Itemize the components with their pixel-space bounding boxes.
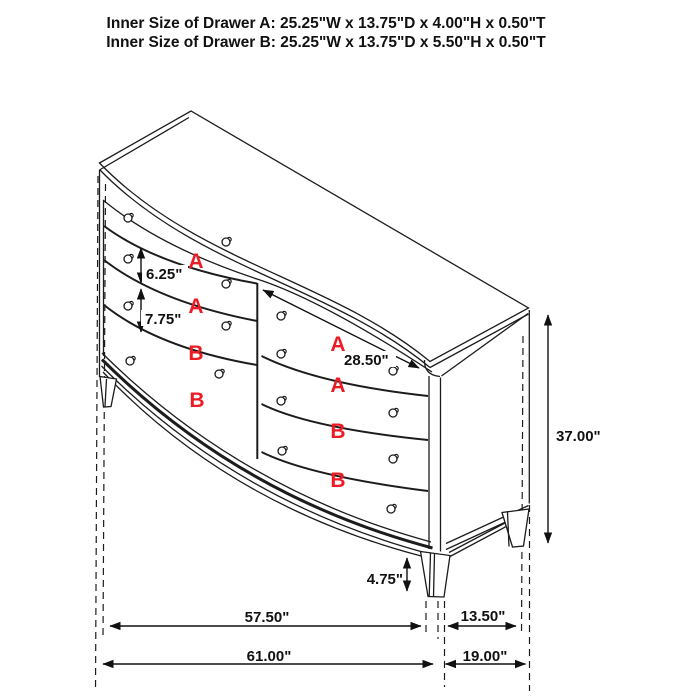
drawer-label-right-2: A [330,374,346,397]
dim-overall-depth-label: 19.00" [462,648,508,665]
legs [100,377,529,598]
drawer-label-left-3: B [188,342,204,365]
knob-icon [389,454,398,463]
dim-drawer-a-height-label: 6.25" [146,266,183,283]
dim-overall-height-label: 37.00" [556,428,601,445]
knob-icon [387,504,396,513]
drawer-label-right-1: A [330,333,346,356]
drawer-label-left-2: A [188,295,204,318]
knob-icon [277,349,286,358]
dim-drawer-width-label: 28.50" [344,352,389,369]
drawer-label-left-4: B [189,389,205,412]
front-left-leg [100,377,117,408]
knob-icon [124,301,133,310]
dim-side-depth-label: 13.50" [460,608,506,625]
dim-front-width-label: 57.50" [244,609,290,626]
knob-icon [215,369,224,378]
header-line-2: Inner Size of Drawer B: 25.25"W x 13.75"D x 5.50"H x 0.50"T [106,34,546,51]
drawer-label-right-4: B [330,469,346,492]
rear-right-leg [502,509,529,547]
drawer-label-right-3: B [330,420,346,443]
knob-icon [278,446,287,455]
front-right-corner-post [424,360,440,552]
header-line-1: Inner Size of Drawer A: 25.25"W x 13.75"D x 4.00"H x 0.50"T [106,15,546,32]
dim-overall-width-label: 61.00" [246,648,292,665]
knob-icon [126,356,135,365]
dim-leg-height-label: 4.75" [366,571,403,588]
knob-icon [277,311,286,320]
dim-drawer-b-height-label: 7.75" [145,311,182,328]
dresser-top [100,111,529,372]
knob-icon [389,366,398,375]
knob-icon [222,279,231,288]
header [106,15,546,51]
knob-icon [222,321,231,330]
drawer-label-left-1: A [188,250,204,273]
knob-icon [389,408,398,417]
knob-icon [277,396,286,405]
front-right-leg [421,552,451,598]
dimension-labels [141,265,601,665]
knob-icon [124,254,133,263]
front-left-corner-post [100,170,104,377]
